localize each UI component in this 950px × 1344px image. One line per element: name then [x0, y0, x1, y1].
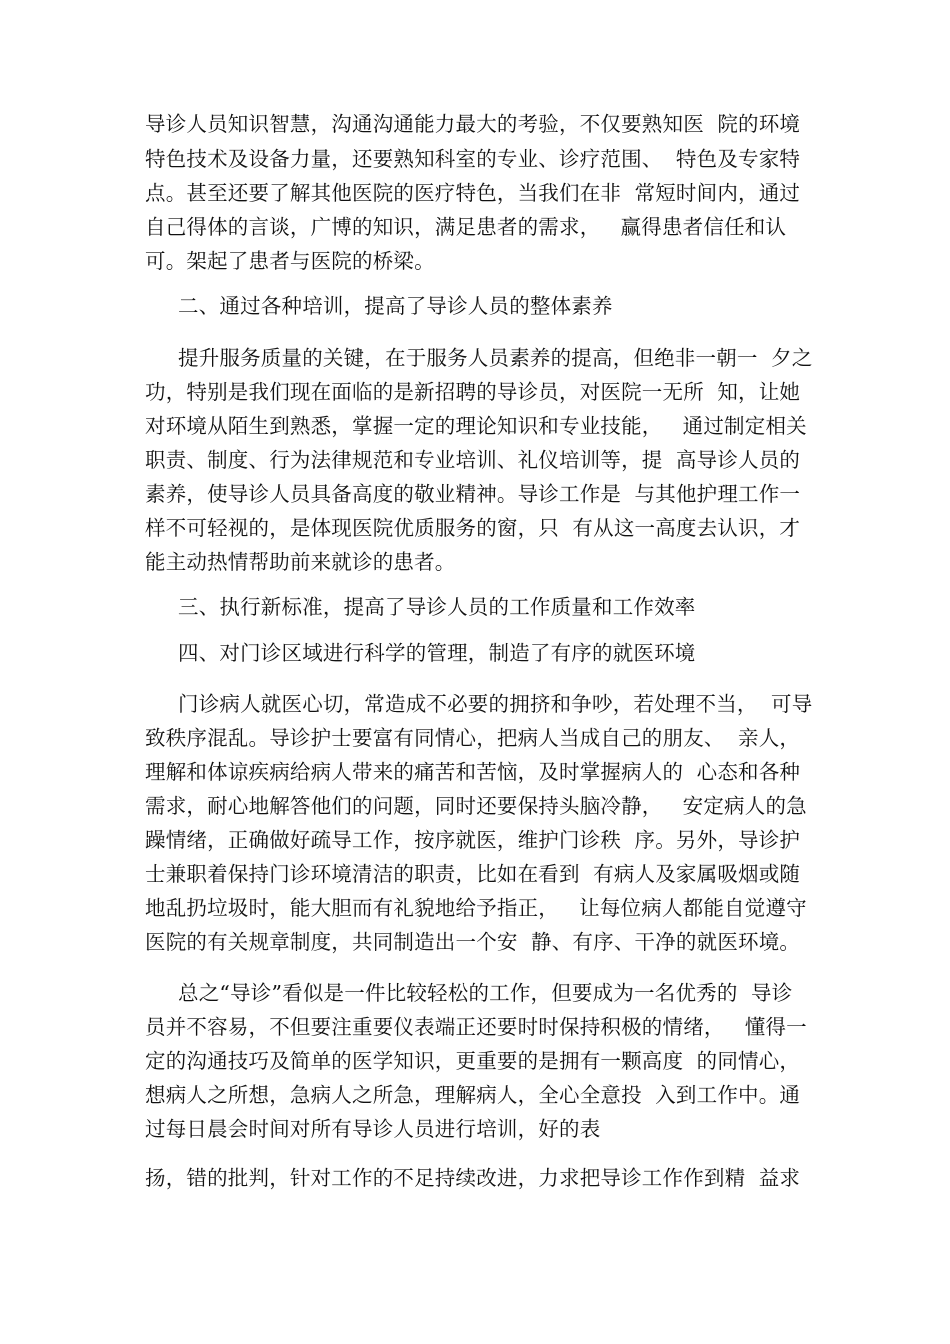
- text-line: 需求，耐心地解答他们的问题，同时还要保持头脑冷静， 安定病人的急: [145, 794, 807, 818]
- text-line: 过每日晨会时间对所有导诊人员进行培训，好的表: [145, 1117, 601, 1141]
- text-line: 对环境从陌生到熟悉，掌握一定的理论知识和专业技能， 通过制定相关: [145, 414, 807, 438]
- text-line: 致秩序混乱。导诊护士要富有同情心，把病人当成自己的朋友、 亲人，: [145, 726, 801, 750]
- text-line: 门诊病人就医心切，常造成不必要的拥挤和争吵，若处理不当， 可导: [178, 692, 813, 716]
- section-heading: 四、对门诊区域进行科学的管理，制造了有序的就医环境: [178, 641, 696, 665]
- text-line: 士兼职着保持门诊环境清洁的职责，比如在看到 有病人及家属吸烟或随: [145, 862, 801, 886]
- text-line: 功，特别是我们现在面临的是新招聘的导诊员，对医院一无所 知，让她: [145, 380, 801, 404]
- text-line: 样不可轻视的，是体现医院优质服务的窗，只 有从这一高度去认识，才: [145, 516, 801, 540]
- text-line: 可。架起了患者与医院的桥梁。: [145, 249, 435, 273]
- text-line: 点。甚至还要了解其他医院的医疗特色，当我们在非 常短时间内，通过: [145, 181, 801, 205]
- text-line: 医院的有关规章制度，共同制造出一个安 静、有序、干净的就医环境。: [145, 930, 801, 954]
- text-line: 素养，使导诊人员具备高度的敬业精神。导诊工作是 与其他护理工作一: [145, 482, 801, 506]
- text-line: 导诊人员知识智慧，沟通沟通能力最大的考验，不仅要熟知医 院的环境: [145, 112, 801, 136]
- text-line: 员并不容易，不但要注重要仪表端正还要时时保持积极的情绪， 懂得一: [145, 1015, 807, 1039]
- text-line: 扬，错的批判，针对工作的不足持续改进，力求把导诊工作作到精 益求: [145, 1166, 801, 1190]
- text-line: 躁情绪，正确做好疏导工作，按序就医，维护门诊秩 序。另外，导诊护: [145, 828, 801, 852]
- text-line: 总之“导诊”看似是一件比较轻松的工作，但要成为一名优秀的 导诊: [178, 981, 793, 1005]
- text-line: 职责、制度、行为法律规范和专业培训、礼仪培训等，提 高导诊人员的: [145, 448, 801, 472]
- text-line: 能主动热情帮助前来就诊的患者。: [145, 550, 456, 574]
- text-line: 提升服务质量的关键，在于服务人员素养的提高，但绝非一朝一 夕之: [178, 346, 813, 370]
- text-line: 想病人之所想，急病人之所急，理解病人，全心全意投 入到工作中。通: [145, 1083, 801, 1107]
- text-line: 地乱扔垃圾时，能大胆而有礼貌地给予指正， 让每位病人都能自觉遵守: [145, 896, 807, 920]
- text-line: 特色技术及设备力量，还要熟知科室的专业、诊疗范围、 特色及专家特: [145, 147, 801, 171]
- section-heading: 三、执行新标准，提高了导诊人员的工作质量和工作效率: [178, 595, 696, 619]
- text-line: 自己得体的言谈，广博的知识，满足患者的需求， 赢得患者信任和认: [145, 215, 787, 239]
- text-line: 定的沟通技巧及简单的医学知识，更重要的是拥有一颗高度 的同情心，: [145, 1049, 801, 1073]
- text-line: 理解和体谅疾病给病人带来的痛苦和苦恼，及时掌握病人的 心态和各种: [145, 760, 801, 784]
- section-heading: 二、通过各种培训，提高了导诊人员的整体素养: [178, 294, 613, 318]
